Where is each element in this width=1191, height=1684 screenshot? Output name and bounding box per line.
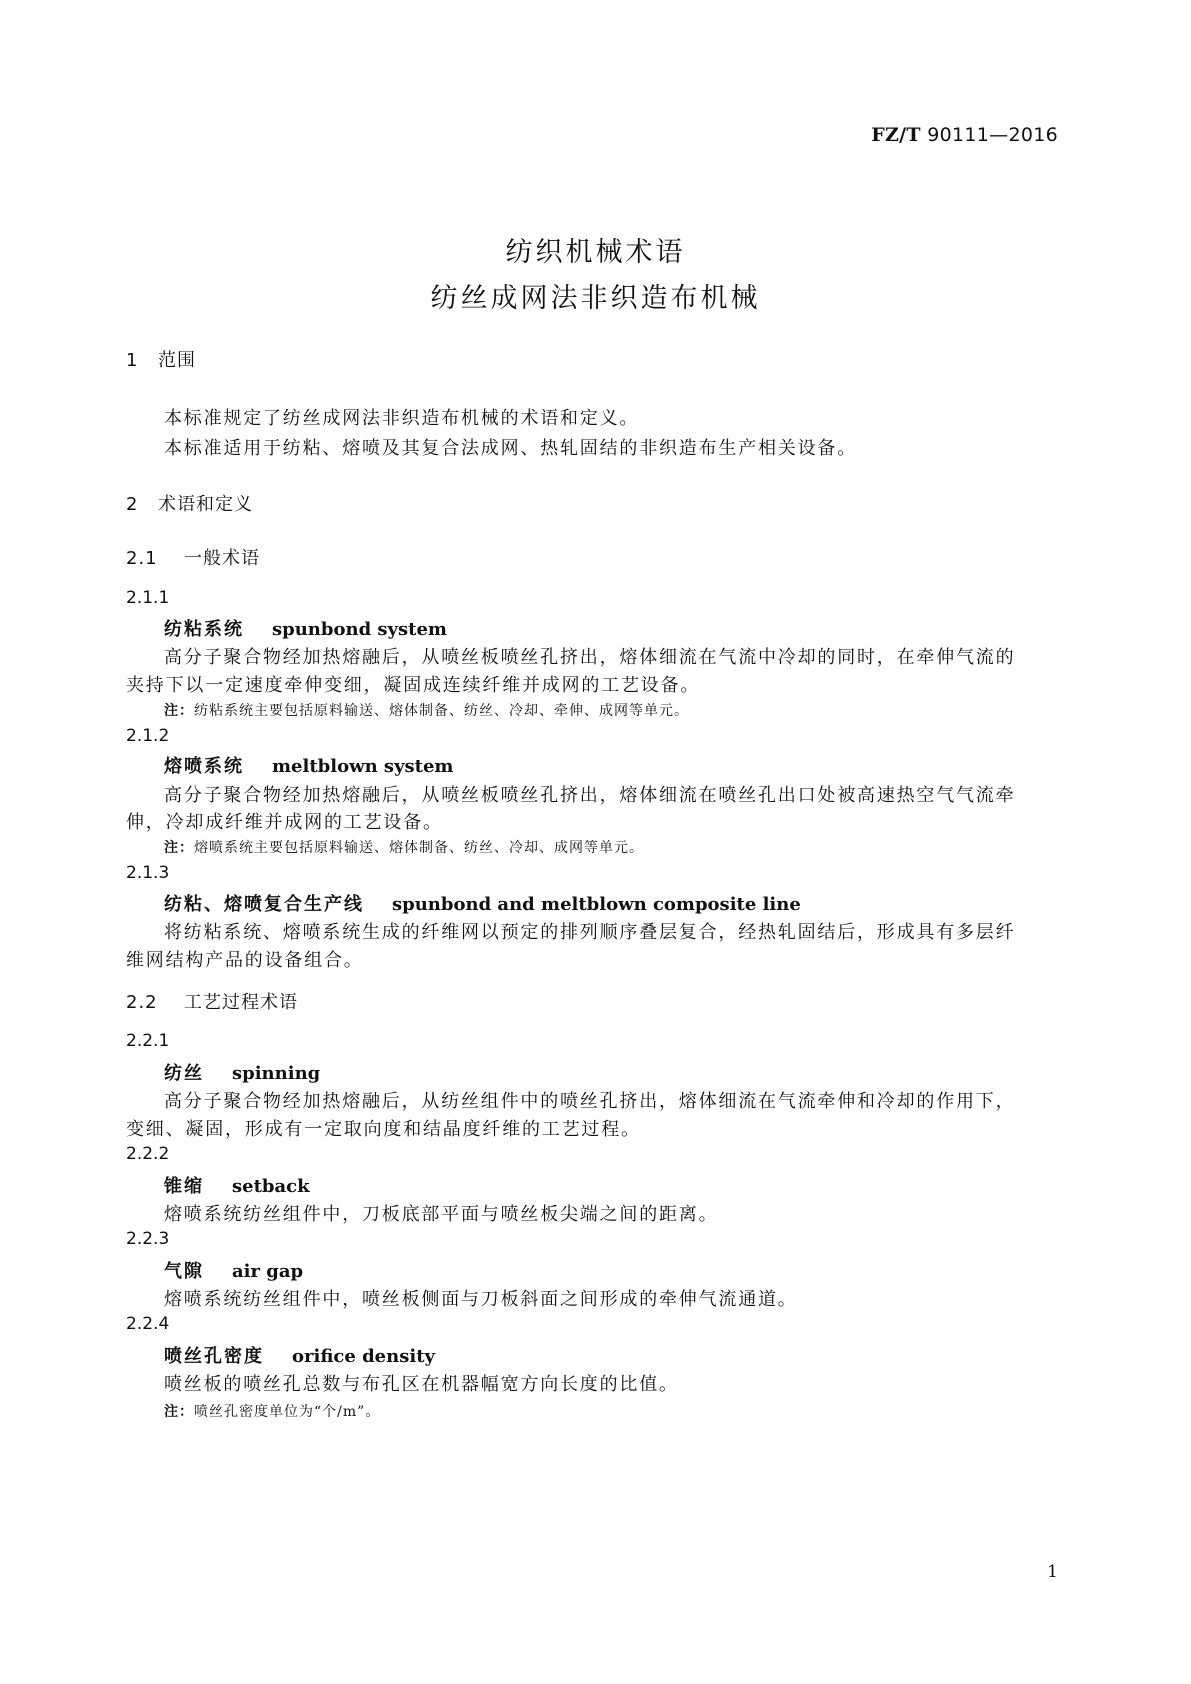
term-heading bbox=[164, 615, 447, 641]
term-chinese: 纺丝 bbox=[164, 1063, 204, 1084]
subsection-2-1-heading bbox=[126, 544, 260, 570]
term-definition: 高分子聚合物经加热熔融后，从喷丝板喷丝孔挤出，熔体细流在气流中冷却的同时，在牵伸气流的 bbox=[164, 647, 1016, 668]
section-title: 术语和定义 bbox=[158, 494, 253, 515]
term-chinese: 锥缩 bbox=[164, 1176, 204, 1197]
paragraph: 本标准适用于纺粘、熔喷及其复合法成网、热轧固结的非织造布生产相关设备。 bbox=[164, 438, 857, 459]
note-text: 熔喷系统主要包括原料输送、熔体制备、纺丝、冷却、成网等单元。 bbox=[194, 840, 644, 856]
document-title: 纺织机械术语 bbox=[505, 237, 686, 268]
term-definition: 变细、凝固，形成有一定取向度和结晶度纤维的工艺过程。 bbox=[126, 1119, 641, 1140]
term-chinese: 纺粘系统 bbox=[164, 619, 244, 640]
term-heading bbox=[164, 1172, 310, 1198]
term-heading bbox=[164, 1059, 320, 1085]
term-number: 2.2.4 bbox=[126, 1314, 170, 1334]
subsection-number: 2.2 bbox=[126, 992, 158, 1013]
section-number: 2 bbox=[126, 494, 139, 515]
term-english: meltblown system bbox=[272, 756, 454, 777]
term-definition: 熔喷系统纺丝组件中，喷丝板侧面与刀板斜面之间形成的牵伸气流通道。 bbox=[164, 1289, 798, 1310]
term-heading bbox=[164, 1257, 303, 1283]
term-english: spinning bbox=[232, 1063, 321, 1084]
term-note bbox=[164, 700, 689, 720]
term-number: 2.1.1 bbox=[126, 588, 170, 608]
term-definition: 夹持下以一定速度牵伸变细，凝固成连续纤维并成网的工艺设备。 bbox=[126, 675, 701, 696]
subsection-2-2-heading bbox=[126, 988, 298, 1014]
section-1-heading bbox=[126, 346, 196, 372]
term-english: spunbond system bbox=[272, 619, 447, 640]
section-title: 范围 bbox=[158, 350, 196, 371]
term-chinese: 气隙 bbox=[164, 1261, 204, 1282]
page-number: 1 bbox=[1047, 1562, 1058, 1582]
term-chinese: 熔喷系统 bbox=[164, 756, 244, 777]
term-english: air gap bbox=[232, 1261, 304, 1282]
standard-code: 90111—2016 bbox=[927, 124, 1058, 146]
note-text: 纺粘系统主要包括原料输送、熔体制备、纺丝、冷却、牵伸、成网等单元。 bbox=[194, 703, 689, 719]
subsection-title: 工艺过程术语 bbox=[184, 992, 298, 1013]
term-number: 2.2.1 bbox=[126, 1031, 170, 1051]
paragraph: 本标准规定了纺丝成网法非织造布机械的术语和定义。 bbox=[164, 408, 640, 429]
note-label: 注： bbox=[164, 703, 194, 719]
section-number: 1 bbox=[126, 350, 139, 371]
document-subtitle: 纺丝成网法非织造布机械 bbox=[430, 283, 761, 314]
subsection-number: 2.1 bbox=[126, 548, 158, 569]
standard-prefix: FZ/T bbox=[871, 124, 921, 146]
term-heading bbox=[164, 752, 453, 778]
term-heading bbox=[164, 1342, 435, 1368]
term-english: setback bbox=[232, 1176, 310, 1197]
note-text: 喷丝孔密度单位为“个/m”。 bbox=[194, 1404, 381, 1420]
term-english: orifice density bbox=[292, 1346, 435, 1367]
section-2-heading bbox=[126, 490, 253, 516]
term-note bbox=[164, 1401, 380, 1421]
term-chinese: 纺粘、熔喷复合生产线 bbox=[164, 894, 364, 915]
subsection-title: 一般术语 bbox=[184, 548, 260, 569]
term-definition: 维网结构产品的设备组合。 bbox=[126, 950, 364, 971]
term-note bbox=[164, 837, 644, 857]
note-label: 注： bbox=[164, 1404, 194, 1420]
term-chinese: 喷丝孔密度 bbox=[164, 1346, 264, 1367]
term-definition: 高分子聚合物经加热熔融后，从喷丝板喷丝孔挤出，熔体细流在喷丝孔出口处被高速热空气气流牵 bbox=[164, 785, 1016, 806]
note-label: 注： bbox=[164, 840, 194, 856]
standard-number bbox=[0, 124, 1058, 146]
term-definition: 伸，冷却成纤维并成网的工艺设备。 bbox=[126, 812, 443, 833]
term-heading bbox=[164, 890, 801, 916]
term-definition: 熔喷系统纺丝组件中，刀板底部平面与喷丝板尖端之间的距离。 bbox=[164, 1204, 719, 1225]
term-definition: 将纺粘系统、熔喷系统生成的纤维网以预定的排列顺序叠层复合，经热轧固结后，形成具有多层纤 bbox=[164, 922, 1016, 943]
term-number: 2.2.2 bbox=[126, 1144, 170, 1164]
term-number: 2.1.2 bbox=[126, 726, 170, 746]
term-definition: 喷丝板的喷丝孔总数与布孔区在机器幅宽方向长度的比值。 bbox=[164, 1374, 679, 1395]
term-definition: 高分子聚合物经加热熔融后，从纺丝组件中的喷丝孔挤出，熔体细流在气流牵伸和冷却的作用下， bbox=[164, 1091, 1016, 1112]
term-number: 2.1.3 bbox=[126, 863, 170, 883]
term-english: spunbond and meltblown composite line bbox=[392, 894, 801, 915]
term-number: 2.2.3 bbox=[126, 1229, 170, 1249]
